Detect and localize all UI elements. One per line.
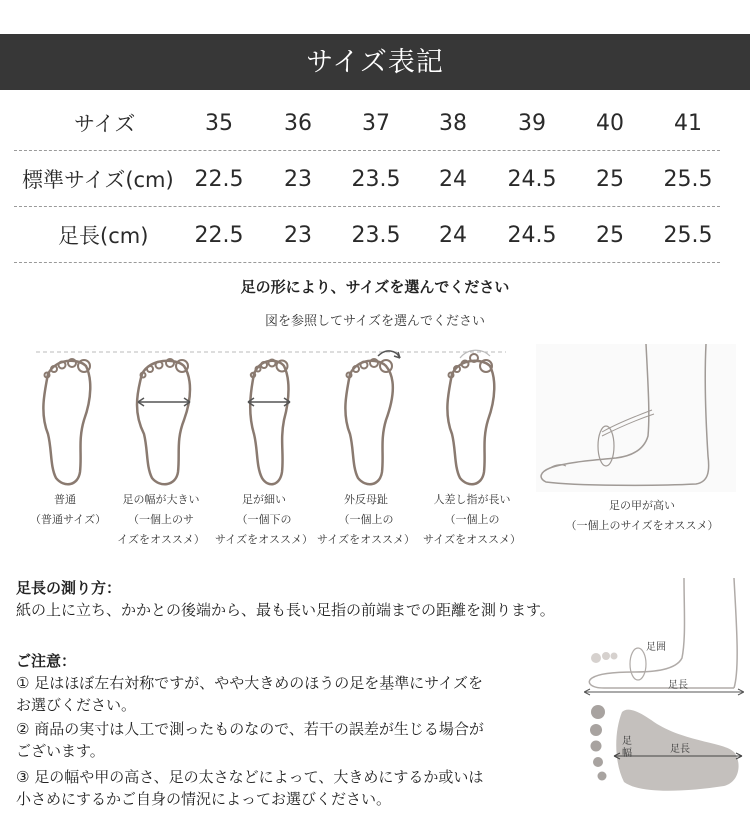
caption-narrow [214,490,314,550]
note-line: ② 商品の実寸は人工で測ったものなので、若干の誤差が生じる場合が [16,720,484,738]
table-row [14,216,720,256]
note-line: お選びください。 [16,696,137,714]
table-cell: 37 [362,111,390,136]
foot-wide-icon [130,354,198,488]
table-cell: 22.5 [194,167,244,192]
table-cell: 25.5 [663,223,713,248]
table-cell: 35 [205,111,233,136]
table-divider [14,150,720,151]
caption-line: イズをオススメ） [117,533,205,546]
table-row [14,160,720,200]
table-cell: 39 [518,111,546,136]
label-length: 足長 [668,680,688,691]
note-line: ございます。 [16,742,105,760]
foot-narrow-icon [238,354,298,488]
row-label-standard-size: 標準サイズ(cm) [22,168,174,192]
foot-side-measure-diagram [584,578,744,698]
label-width: 足幅 [622,736,632,759]
caption-line: （一個下の [236,513,292,526]
row-label-size: サイズ [74,112,136,136]
caption-line: 普通 [54,493,76,506]
table-cell: 24 [439,167,467,192]
foot-sole-measure-diagram [584,702,744,812]
caption-line: （一個上の [338,513,394,526]
caption-line: 人差し指が長い [433,493,511,506]
foot-normal-icon [34,354,98,488]
table-cell: 36 [284,111,312,136]
caption-line: サイズをオススメ） [422,533,521,546]
table-row [14,104,720,144]
caption-line: 足の甲が高い [609,499,675,512]
foot-high-instep-icon [536,344,736,492]
table-cell: 23.5 [351,223,401,248]
table-cell: 24.5 [507,223,557,248]
foot-bunion-icon [336,346,406,488]
page-title: サイズ表記 [306,47,444,78]
table-cell: 23 [284,167,312,192]
caption-line: （普通サイズ） [30,513,107,526]
table-cell: 40 [596,111,624,136]
table-cell: 25.5 [663,167,713,192]
row-label-foot-length: 足長(cm) [58,224,149,248]
foot-shape-subtitle: 図を参照してサイズを選んでください [265,314,485,329]
notes-title: ご注意： [16,652,77,670]
caption-line: 足の幅が大きい [122,493,200,506]
table-cell: 23.5 [351,167,401,192]
measure-body: 紙の上に立ち、かかとの後端から、最も長い足指の前端までの距離を測ります。 [16,601,555,619]
table-cell: 24 [439,223,467,248]
label-length-bottom: 足長 [670,744,690,755]
caption-line: （一個上のサ [128,513,194,526]
table-divider [14,262,720,263]
note-line: ③ 足の幅や甲の高さ、足の太さなどによって、大きめにするか或いは [16,768,484,786]
label-girth: 足囲 [646,642,666,653]
table-cell: 25 [596,167,624,192]
measure-title: 足長の測り方： [16,579,122,597]
caption-wide [112,490,210,550]
caption-normal [30,490,107,530]
note-line: 小さめにするかご自身の情況によってお選びください。 [16,790,392,808]
table-divider [14,206,720,207]
table-cell: 22.5 [194,223,244,248]
table-cell: 24.5 [507,167,557,192]
caption-line: サイズをオススメ） [316,533,415,546]
table-cell: 25 [596,223,624,248]
table-cell: 23 [284,223,312,248]
caption-bunion [316,490,416,550]
caption-high-instep [564,496,720,536]
table-cell: 41 [674,111,702,136]
caption-line: サイズをオススメ） [214,533,313,546]
caption-line: 外反母趾 [344,493,388,506]
note-line: ① 足はほぼ左右対称ですが、やや大きめのほうの足を基準にサイズを [16,674,484,692]
table-cell: 38 [439,111,467,136]
caption-long-second-toe [420,490,524,550]
caption-line: （一個上のサイズをオススメ） [565,519,719,532]
caption-line: 足が細い [242,493,286,506]
caption-line: （一個上の [444,513,500,526]
foot-shape-title: 足の形により、サイズを選んでください [240,278,510,296]
foot-long-second-toe-icon [438,346,504,488]
